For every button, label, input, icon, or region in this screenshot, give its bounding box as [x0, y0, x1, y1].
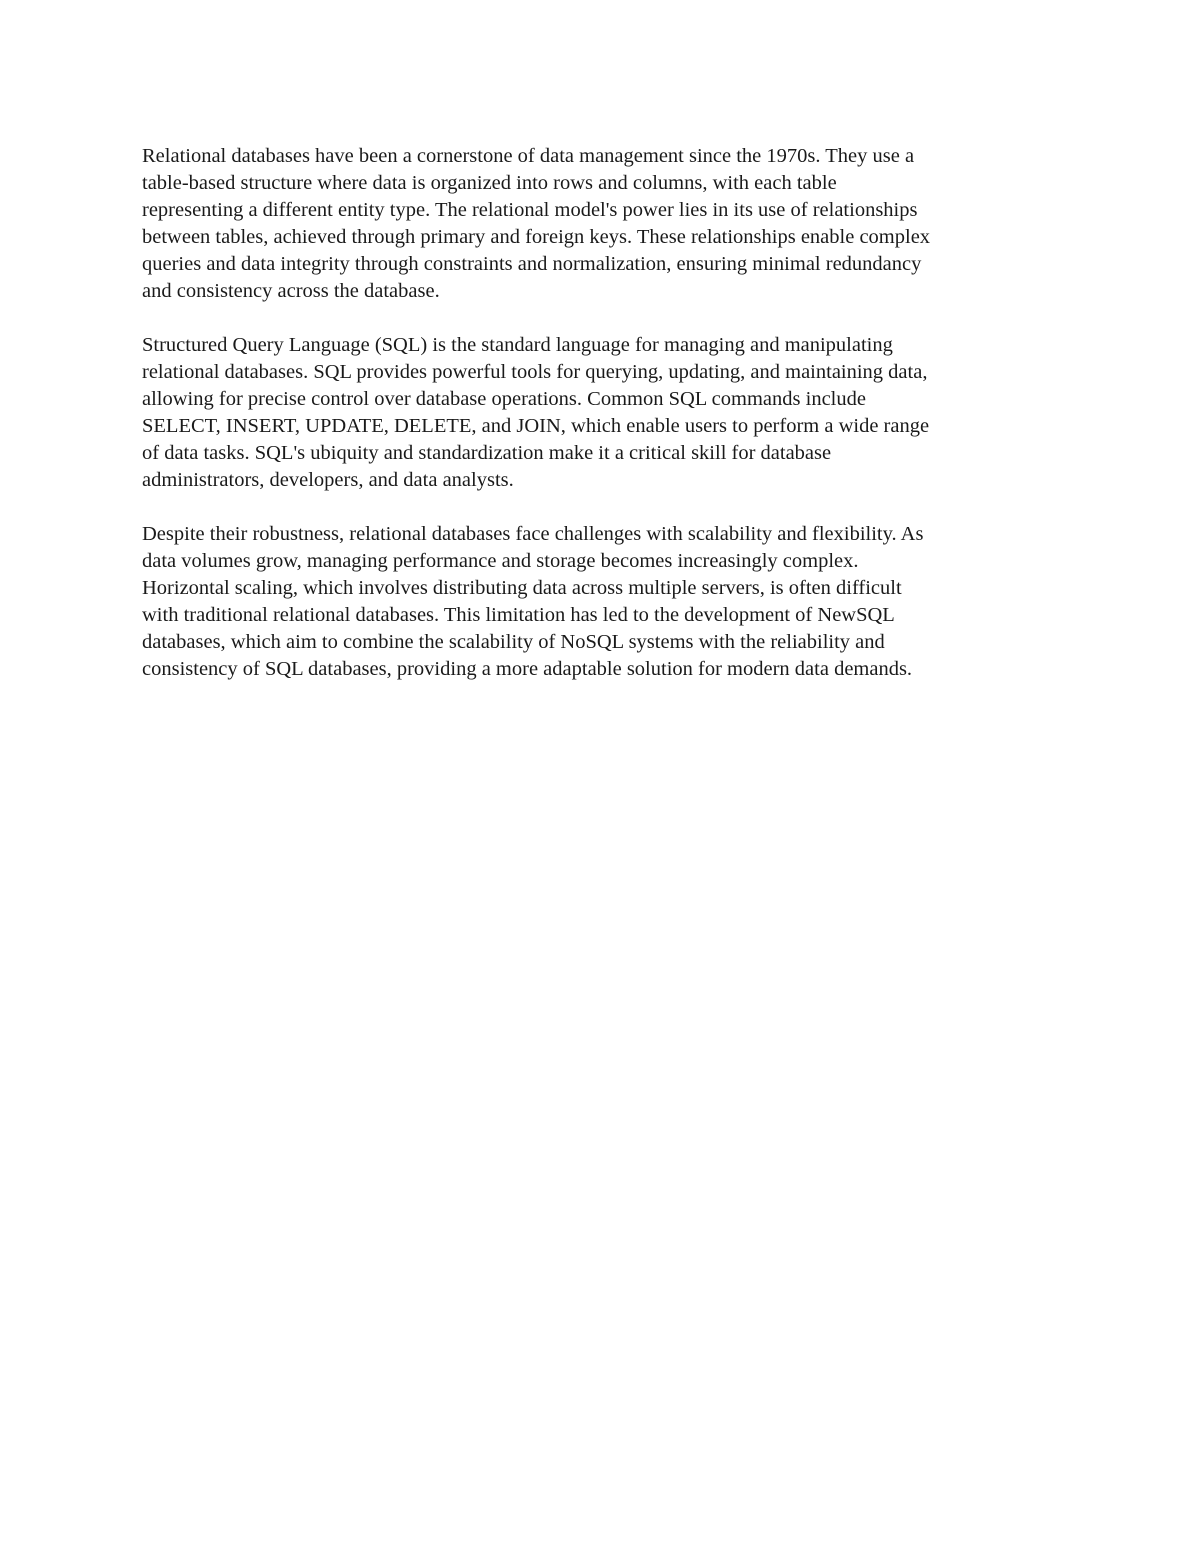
text-line: with traditional relational databases. This limitation has led to the development of NewSQL	[142, 604, 895, 626]
text-line: consistency of SQL databases, providing a more adaptable solution for modern data demands.	[142, 658, 913, 680]
text-line: queries and data integrity through constraints and normalization, ensuring minimal redundancy	[142, 253, 922, 275]
document-body	[142, 143, 1072, 710]
text-line: relational databases. SQL provides powerful tools for querying, updating, and maintaining data,	[142, 361, 928, 383]
paragraph-relational-databases	[142, 143, 1072, 305]
paragraph-scalability	[142, 521, 1072, 683]
text-line: between tables, achieved through primary and foreign keys. These relationships enable complex	[142, 226, 931, 248]
text-line: Structured Query Language (SQL) is the standard language for managing and manipulating	[142, 334, 893, 356]
text-line: and consistency across the database.	[142, 280, 440, 302]
text-line: of data tasks. SQL's ubiquity and standardization make it a critical skill for database	[142, 442, 832, 464]
text-line: databases, which aim to combine the scalability of NoSQL systems with the reliability and	[142, 631, 885, 653]
text-line: data volumes grow, managing performance and storage becomes increasingly complex.	[142, 550, 859, 572]
text-line: administrators, developers, and data analysts.	[142, 469, 514, 491]
text-line: Despite their robustness, relational databases face challenges with scalability and flexibility. As	[142, 523, 924, 545]
text-line: table-based structure where data is organized into rows and columns, with each table	[142, 172, 837, 194]
text-line: representing a different entity type. The relational model's power lies in its use of relationships	[142, 199, 918, 221]
text-line: allowing for precise control over database operations. Common SQL commands include	[142, 388, 866, 410]
text-line: SELECT, INSERT, UPDATE, DELETE, and JOIN, which enable users to perform a wide range	[142, 415, 930, 437]
text-line: Relational databases have been a cornerstone of data management since the 1970s. They use a	[142, 145, 915, 167]
text-line: Horizontal scaling, which involves distributing data across multiple servers, is often difficult	[142, 577, 902, 599]
paragraph-sql	[142, 332, 1072, 494]
